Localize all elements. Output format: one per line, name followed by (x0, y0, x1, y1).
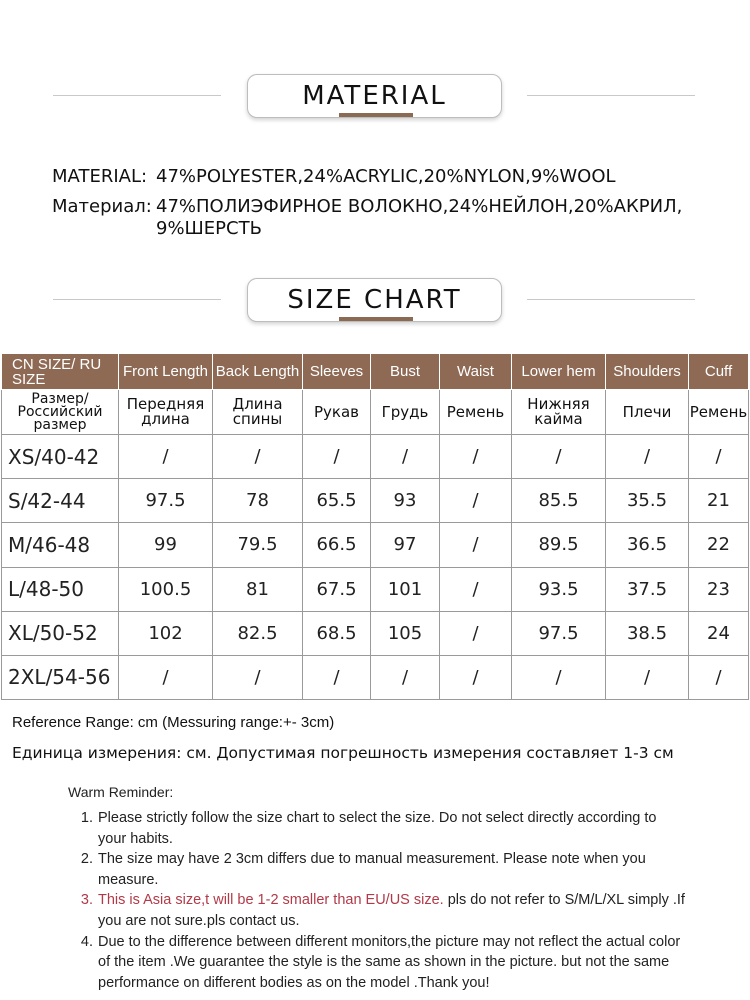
reminder-list (68, 808, 688, 993)
value-cell: / (440, 435, 512, 479)
header-back-length: Back Length (213, 354, 303, 390)
value-cell: / (213, 655, 303, 699)
value-cell: / (213, 435, 303, 479)
header-bust: Bust (371, 354, 440, 390)
header-ru-size: Размер/ Российский размер (2, 390, 119, 435)
value-cell: / (303, 655, 371, 699)
table-row (2, 435, 749, 479)
value-cell: / (440, 479, 512, 523)
value-cell: 21 (689, 479, 749, 523)
list-item (68, 932, 688, 994)
header-row-en (2, 354, 749, 390)
value-cell: 67.5 (303, 567, 371, 611)
value-cell: 97 (371, 523, 440, 567)
value-cell: 93 (371, 479, 440, 523)
value-cell: 81 (213, 567, 303, 611)
title-underline (339, 113, 413, 117)
header-lower-hem: Lower hem (512, 354, 606, 390)
value-cell: / (119, 435, 213, 479)
value-cell: / (371, 435, 440, 479)
header-ru-bust: Грудь (371, 390, 440, 435)
value-cell: / (689, 655, 749, 699)
table-row (2, 567, 749, 611)
item-number: 2. (80, 851, 93, 868)
value-cell: / (119, 655, 213, 699)
value-cell: / (512, 655, 606, 699)
value-cell: 37.5 (606, 567, 689, 611)
value-cell: 89.5 (512, 523, 606, 567)
header-ru-sleeves: Рукав (303, 390, 371, 435)
header-size: CN SIZE/ RU SIZE (2, 354, 119, 390)
value-cell: 93.5 (512, 567, 606, 611)
size-cell: M/46-48 (2, 523, 119, 567)
warm-reminder (68, 784, 688, 993)
value-cell: / (689, 435, 749, 479)
reference-range-ru: Единица измерения: см. Допустимая погрешность измерения составляет 1-3 см (12, 744, 674, 762)
table-row (2, 655, 749, 699)
item-text-rest: pls do not refer to S/M/L/XL simply .If you are not sure.pls contact us. (98, 892, 685, 929)
list-item (68, 849, 688, 890)
header-front-length: Front Length (119, 354, 213, 390)
value-cell: 105 (371, 611, 440, 655)
header-ru-front-length: Передняя длина (119, 390, 213, 435)
material-en-value: 47%POLYESTER,24%ACRYLIC,20%NYLON,9%WOOL (156, 166, 616, 187)
header-cuff: Cuff (689, 354, 749, 390)
material-ru-row (52, 196, 716, 240)
size-title-box (247, 278, 502, 322)
value-cell: 102 (119, 611, 213, 655)
size-chart-table (1, 353, 749, 700)
value-cell: 97.5 (119, 479, 213, 523)
value-cell: / (606, 655, 689, 699)
value-cell: 23 (689, 567, 749, 611)
material-en-row (52, 166, 716, 188)
material-section-header (0, 74, 750, 124)
title-underline (339, 317, 413, 321)
value-cell: / (371, 655, 440, 699)
item-text: Due to the difference between different monitors,the picture may not reflect the actual color of the item .We guarantee the style is the same as shown in the picture. but not the same performance on different bodies as on the model .Thank you! (98, 933, 681, 991)
size-cell: S/42-44 (2, 479, 119, 523)
header-ru-cuff: Ремень (689, 390, 749, 435)
header-ru-back-length: Длина спины (213, 390, 303, 435)
divider-line (527, 299, 695, 300)
value-cell: 22 (689, 523, 749, 567)
divider-line (527, 95, 695, 96)
value-cell: / (606, 435, 689, 479)
table-row (2, 479, 749, 523)
list-item (68, 808, 688, 849)
divider-line (53, 95, 221, 96)
item-text: Please strictly follow the size chart to select the size. Do not select directly according to your habits. (98, 810, 657, 847)
size-cell: L/48-50 (2, 567, 119, 611)
value-cell: / (303, 435, 371, 479)
value-cell: 82.5 (213, 611, 303, 655)
size-cell: 2XL/54-56 (2, 655, 119, 699)
size-cell: XL/50-52 (2, 611, 119, 655)
warning-text: This is Asia size,t will be 1-2 smaller than EU/US size. (98, 892, 444, 909)
header-sleeves: Sleeves (303, 354, 371, 390)
value-cell: 66.5 (303, 523, 371, 567)
value-cell: 78 (213, 479, 303, 523)
header-ru-shoulders: Плечи (606, 390, 689, 435)
material-ru-value: 47%ПОЛИЭФИРНОЕ ВОЛОКНО,24%НЕЙЛОН,20%АКРИЛ, 9%ШЕРСТЬ (156, 196, 683, 239)
divider-line (53, 299, 221, 300)
header-ru-waist: Ремень (440, 390, 512, 435)
value-cell: 101 (371, 567, 440, 611)
list-item (68, 890, 688, 931)
material-en-label: MATERIAL: (52, 166, 148, 187)
header-row-ru (2, 390, 749, 435)
reference-range-en: Reference Range: cm (Messuring range:+- 3cm) (12, 714, 335, 731)
value-cell: / (440, 567, 512, 611)
material-title: MATERIAL (302, 81, 447, 111)
size-cell: XS/40-42 (2, 435, 119, 479)
item-number: 4. (80, 933, 93, 950)
header-shoulders: Shoulders (606, 354, 689, 390)
value-cell: 100.5 (119, 567, 213, 611)
table-row (2, 523, 749, 567)
material-ru-label: Материал: (52, 196, 152, 217)
value-cell: / (512, 435, 606, 479)
value-cell: / (440, 523, 512, 567)
value-cell: 97.5 (512, 611, 606, 655)
value-cell: 36.5 (606, 523, 689, 567)
value-cell: / (440, 611, 512, 655)
item-text: The size may have 2 3cm differs due to manual measurement. Please note when you measure. (98, 851, 646, 888)
value-cell: 24 (689, 611, 749, 655)
reminder-title: Warm Reminder: (68, 784, 174, 800)
value-cell: 38.5 (606, 611, 689, 655)
material-title-box (247, 74, 502, 118)
header-waist: Waist (440, 354, 512, 390)
value-cell: 65.5 (303, 479, 371, 523)
header-ru-lower-hem: Нижняя кайма (512, 390, 606, 435)
value-cell: 85.5 (512, 479, 606, 523)
value-cell: 35.5 (606, 479, 689, 523)
item-number: 1. (80, 810, 93, 826)
table-row (2, 611, 749, 655)
value-cell: 68.5 (303, 611, 371, 655)
size-chart-title: SIZE CHART (287, 285, 462, 315)
item-number: 3. (80, 892, 93, 909)
value-cell: 99 (119, 523, 213, 567)
item-text (98, 890, 688, 931)
value-cell: 79.5 (213, 523, 303, 567)
size-section-header (0, 278, 750, 328)
value-cell: / (440, 655, 512, 699)
